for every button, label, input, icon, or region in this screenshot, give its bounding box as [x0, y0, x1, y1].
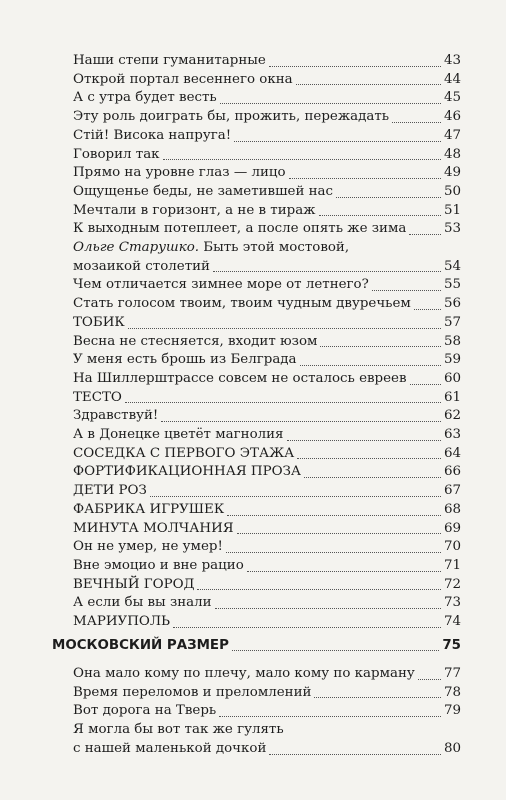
toc-entry [73, 314, 461, 333]
toc-entry [73, 613, 461, 632]
entry-page: 63 [443, 427, 461, 443]
entry-title: Чем отличается зимнее море от летнего? [73, 277, 369, 293]
entry-title: А если бы вы знали [73, 595, 212, 611]
entry-page: 44 [443, 71, 461, 87]
entry-title-line2 [73, 740, 461, 759]
entry-title: Наши степи гуманитарные [73, 53, 266, 68]
toc-entry [73, 351, 461, 370]
leader-dots [213, 271, 441, 272]
leader-dots [296, 84, 441, 85]
toc-entry [73, 594, 461, 613]
entry-title: Время переломов и преломлений [73, 684, 312, 700]
toc-entry [73, 684, 461, 703]
entry-page: 79 [443, 703, 461, 719]
entry-page: 78 [443, 684, 461, 700]
toc-entry [73, 333, 461, 352]
entry-title-line2 [73, 258, 461, 277]
entry-page: 74 [443, 614, 461, 630]
table-of-contents [73, 52, 461, 632]
toc-entry [73, 183, 461, 202]
toc-entry [73, 52, 461, 71]
leader-dots [300, 365, 441, 366]
leader-dots [414, 309, 441, 310]
entry-title: Говорил так [73, 146, 160, 162]
entry-title: Мечтали в горизонт, а не в тираж [73, 202, 316, 218]
section-heading [52, 636, 461, 656]
leader-dots [372, 290, 441, 291]
entry-title: МИНУТА МОЛЧАНИЯ [73, 520, 234, 536]
entry-title: Стій! Висока напруга! [73, 127, 232, 143]
leader-dots [269, 66, 441, 67]
section-title: МОСКОВСКИЙ РАЗМЕР [52, 638, 229, 653]
entry-title: ТЕСТО [73, 389, 122, 405]
entry-page: 47 [443, 127, 461, 143]
leader-dots [125, 402, 441, 403]
section-page: 75 [442, 638, 461, 653]
entry-title: Здравствуй! [73, 408, 159, 424]
entry-title: К выходным потеплеет, а после опять же зима [73, 221, 407, 237]
toc-entry [73, 407, 461, 426]
leader-dots [392, 122, 441, 123]
toc-entry [73, 501, 461, 520]
toc-entry [73, 426, 461, 445]
entry-page: 53 [443, 221, 461, 237]
entry-page: 50 [443, 183, 461, 199]
leader-dots [219, 716, 441, 717]
toc-entry [73, 482, 461, 501]
entry-page: 62 [443, 408, 461, 424]
leader-dots [226, 552, 441, 553]
entry-title: ТОБИК [73, 314, 125, 330]
leader-dots [197, 589, 440, 590]
entry-page: 56 [443, 296, 461, 312]
toc-entry [73, 721, 461, 758]
toc-entry [73, 276, 461, 295]
toc-entry [73, 463, 461, 482]
toc-entry [73, 127, 461, 146]
leader-dots [336, 197, 441, 198]
entry-title: ВЕЧНЫЙ ГОРОД [73, 576, 195, 592]
entry-page: 71 [443, 557, 461, 573]
toc-entry [73, 146, 461, 165]
entry-title: Открой портал весеннего окна [73, 71, 293, 87]
entry-title: Она мало кому по плечу, мало кому по карману [73, 666, 415, 681]
entry-title: ФАБРИКА ИГРУШЕК [73, 501, 225, 517]
entry-page: 46 [443, 109, 461, 125]
leader-dots [173, 627, 441, 628]
entry-page: 55 [443, 277, 461, 293]
entry-page: 80 [443, 740, 461, 756]
entry-title: Быть этой мостовой, [199, 240, 350, 256]
entry-title: У меня есть брошь из Белграда [73, 352, 297, 368]
entry-title: Вот дорога на Тверь [73, 703, 217, 719]
entry-title: Стать голосом твоим, твоим чудным двуречьем [73, 296, 411, 312]
toc-entry [73, 164, 461, 183]
toc-entry [73, 665, 461, 684]
entry-page: 60 [443, 370, 461, 386]
entry-title-cont: мозаикой столетий [73, 258, 210, 274]
entry-title: МАРИУПОЛЬ [73, 614, 171, 630]
toc-entry [73, 71, 461, 90]
leader-dots [234, 141, 441, 142]
entry-page: 43 [443, 53, 461, 68]
leader-dots [269, 754, 441, 755]
entry-page: 69 [443, 520, 461, 536]
toc-entry [73, 239, 461, 276]
entry-page: 70 [443, 539, 461, 555]
entry-title: Весна не стесняется, входит юзом [73, 333, 318, 349]
entry-page: 45 [443, 90, 461, 106]
entry-page: 61 [443, 389, 461, 405]
entry-page: 58 [443, 333, 461, 349]
entry-title: ДЕТИ РОЗ [73, 483, 147, 499]
leader-dots [289, 178, 441, 179]
entry-page: 66 [443, 464, 461, 480]
entry-title: Прямо на уровне глаз — лицо [73, 165, 286, 181]
entry-title: На Шиллерштрассе совсем не осталось евреев [73, 370, 407, 386]
toc-entry [73, 295, 461, 314]
entry-title: А с утра будет весть [73, 90, 217, 106]
entry-title: А в Донецке цветёт магнолия [73, 427, 284, 443]
leader-dots [150, 496, 441, 497]
entry-title-line1 [73, 239, 461, 258]
entry-page: 72 [443, 576, 461, 592]
entry-page: 67 [443, 483, 461, 499]
table-of-contents-section [73, 665, 461, 759]
entry-title: Он не умер, не умер! [73, 539, 223, 555]
leader-dots [215, 608, 441, 609]
leader-dots [227, 515, 441, 516]
leader-dots [237, 533, 441, 534]
toc-entry [73, 202, 461, 221]
toc-entry [73, 576, 461, 595]
entry-page: 51 [443, 202, 461, 218]
leader-dots [220, 103, 441, 104]
entry-page: 57 [443, 314, 461, 330]
entry-title: Эту роль доиграть бы, прожить, пережадать [73, 109, 390, 125]
leader-dots [304, 477, 441, 478]
leader-dots [410, 384, 441, 385]
entry-title-line1: Я могла бы вот так же гулять [73, 722, 284, 738]
toc-entry [73, 702, 461, 721]
leader-dots [409, 234, 441, 235]
toc-entry [73, 538, 461, 557]
entry-title: Вне эмоцио и вне рацио [73, 557, 244, 573]
entry-title: ФОРТИФИКАЦИОННАЯ ПРОЗА [73, 464, 302, 480]
toc-entry [73, 445, 461, 464]
entry-page: 68 [443, 501, 461, 517]
leader-dots [163, 159, 441, 160]
leader-dots [320, 346, 440, 347]
entry-page: 77 [443, 666, 461, 681]
leader-dots [319, 215, 441, 216]
leader-dots [418, 679, 441, 680]
leader-dots [161, 421, 441, 422]
toc-entry [73, 108, 461, 127]
entry-page: 48 [443, 146, 461, 162]
toc-entry [73, 389, 461, 408]
entry-title: Ощущенье беды, не заметившей нас [73, 183, 334, 199]
entry-title-cont: с нашей маленькой дочкой [73, 740, 267, 756]
entry-page: 54 [443, 258, 461, 274]
leader-dots [128, 328, 441, 329]
entry-page: 64 [443, 445, 461, 461]
leader-dots [314, 697, 441, 698]
leader-dots [232, 650, 439, 651]
toc-entry [73, 370, 461, 389]
toc-entry [73, 89, 461, 108]
entry-page: 73 [443, 595, 461, 611]
leader-dots [287, 440, 441, 441]
toc-entry [73, 520, 461, 539]
entry-title: СОСЕДКА С ПЕРВОГО ЭТАЖА [73, 445, 295, 461]
entry-page: 59 [443, 352, 461, 368]
dedication-name: Ольге Старушко. [73, 240, 200, 256]
entry-page: 49 [443, 165, 461, 181]
leader-dots [247, 571, 441, 572]
leader-dots [297, 458, 441, 459]
toc-entry [73, 557, 461, 576]
toc-entry [73, 220, 461, 239]
